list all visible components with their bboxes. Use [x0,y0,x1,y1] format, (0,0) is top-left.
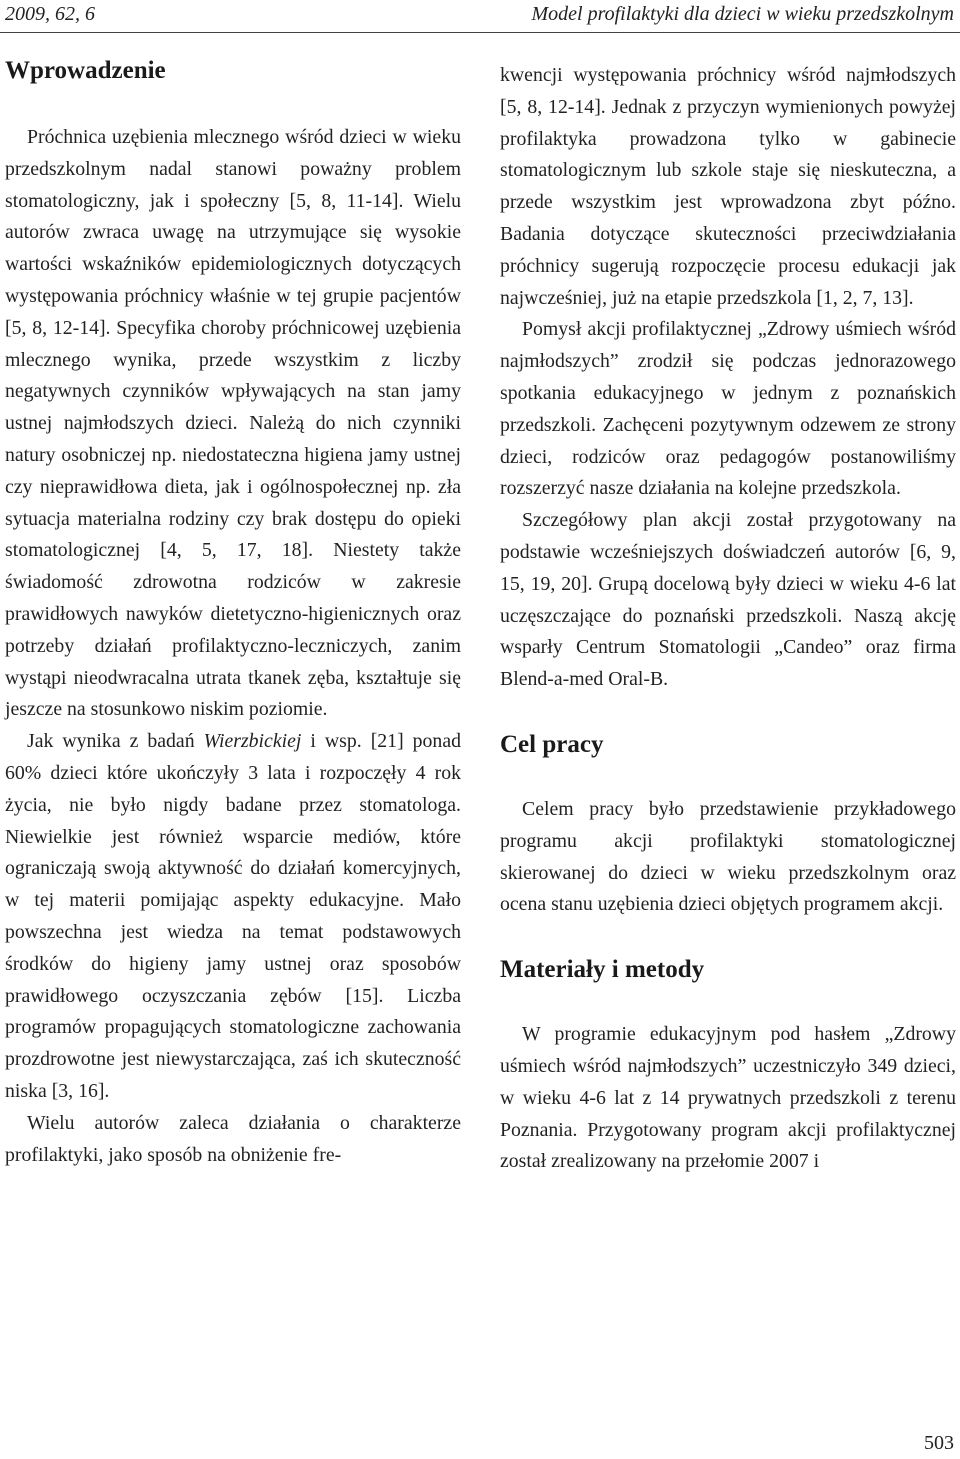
page-number: 503 [924,1432,954,1454]
intro-paragraph-3-continued: kwencji występowania próchnicy wśród najmłodszych [5, 8, 12-14]. Jednak z przyczyn wymienionych powyżej profilaktyka prowadzona tylko w gabinecie stomatologicznym lub szkole staje się nieskuteczna, a przede wszystkim jest wprowadzona zbyt późno. Badania dotyczące skuteczności przeciwdziałania próchnicy sugerują rozpoczęcie procesu edukacji jak najwcześniej, już na etapie przedszkola [1, 2, 7, 13]. [500,64,956,309]
methods-paragraph: W programie edukacyjnym pod hasłem „Zdrowy uśmiech wśród najmłodszych” uczestniczyło 349 dzieci, w wieku 4-6 lat z 14 prywatnych przedszkoli z terenu Poznania. Przygotowany program akcji profilaktycznej został zrealizowany na przełomie 2007 i [500,1023,956,1173]
section-title-methods: Materiały i metody [500,956,705,984]
intro-paragraph-2 [5,726,461,1108]
goal-paragraph: Celem pracy było przedstawienie przykładowego programu akcji profilaktyki stomatologicznej skierowanej do dzieci w wieku przedszkolnym oraz ocena stanu uzębienia dzieci objętych programem akcji. [500,797,956,916]
section-title-introduction: Wprowadzenie [5,57,166,84]
intro-paragraph-1: Próchnica uzębienia mlecznego wśród dzieci w wieku przedszkolnym nadal stanowi poważny problem stomatologiczny, jak i społeczny [5, 8, 11-14]. Wielu autorów zwraca uwagę na utrzymujące się wysokie wartości wskaźników epidemiologicznych dotyczących występowania próchnicy właśnie w tej grupie pacjentów [5, 8, 12-14]. Specyfika choroby próchnicowej uzębienia mlecznego wynika, przede wszystkim z liczby negatywnych czynników wpływających na stan jamy ustnej najmłodszych dzieci. Należą do nich czynniki natury osobniczej np. niedostateczna higiena jamy ustnej czy nieprawidłowa dieta, jak i ogólnospołecznej np. zła sytuacja materialna rodziny czy brak dostępu do opieki stomatologicznej [4, 5, 17, 18]. Niestety także świadomość zdrowotna rodziców w zakresie prawidłowych nawyków dietetyczno-higienicznych oraz potrzeby działań profilaktyczno-leczniczych, zanim wystąpi nieodwracalna utrata tkanek zęba, kształtuje się jeszcze na stosunkowo niskim poziomie. [5,126,461,721]
running-title: Model profilaktyki dla dzieci w wieku przedszkolnym [531,3,954,25]
intro-paragraph-2-start: Jak wynika z badań [27,730,204,753]
intro-paragraph-4: Pomysł akcji profilaktycznej „Zdrowy uśmiech wśród najmłodszych” zrodził się podczas jednorazowego spotkania edukacyjnego w jednym z poznańskich przedszkoli. Zachęceni pozytywnym odzewem ze strony dzieci, rodziców oraz pedagogów postanowiliśmy rozszerzyć nasze działania na kolejne przedszkola. [500,318,956,500]
left-column [5,54,461,1171]
cited-author: Wierzbickiej [203,730,302,753]
section-title-goal: Cel pracy [500,730,604,758]
journal-issue: 2009, 62, 6 [5,3,95,25]
intro-paragraph-3: Wielu autorów zaleca działania o charakterze profilaktyki, jako sposób na obniżenie fre- [5,1111,461,1166]
running-header [0,0,960,33]
intro-paragraph-2-rest: i wsp. [21] ponad 60% dzieci które ukończyły 3 lata i rozpoczęły 4 rok życia, nie było nigdy badane przez stomatologa. Niewielkie jest również wsparcie mediów, które ograniczają swoją aktywność do działań komercyjnych, w tej materii pomijając aspekty edukacyjne. Mało powszechna jest wiedza na temat podstawowych środków do higieny jamy ustnej oraz sposobów prawidłowego oczyszczania zębów [15]. Liczba programów propagujących stomatologiczne zachowania prozdrowotne jest niewystarczająca, zaś ich skuteczność niska [3, 16]. [5,730,461,1102]
right-column [500,60,956,1178]
intro-paragraph-5: Szczegółowy plan akcji został przygotowany na podstawie wcześniejszych doświadczeń autorów [6, 9, 15, 19, 20]. Grupą docelową były dzieci w wieku 4-6 lat uczęszczające do poznański przedszkoli. Naszą akcję wsparły Centrum Stomatologii „Candeo” oraz firma Blend-a-med Oral-B. [500,509,956,691]
